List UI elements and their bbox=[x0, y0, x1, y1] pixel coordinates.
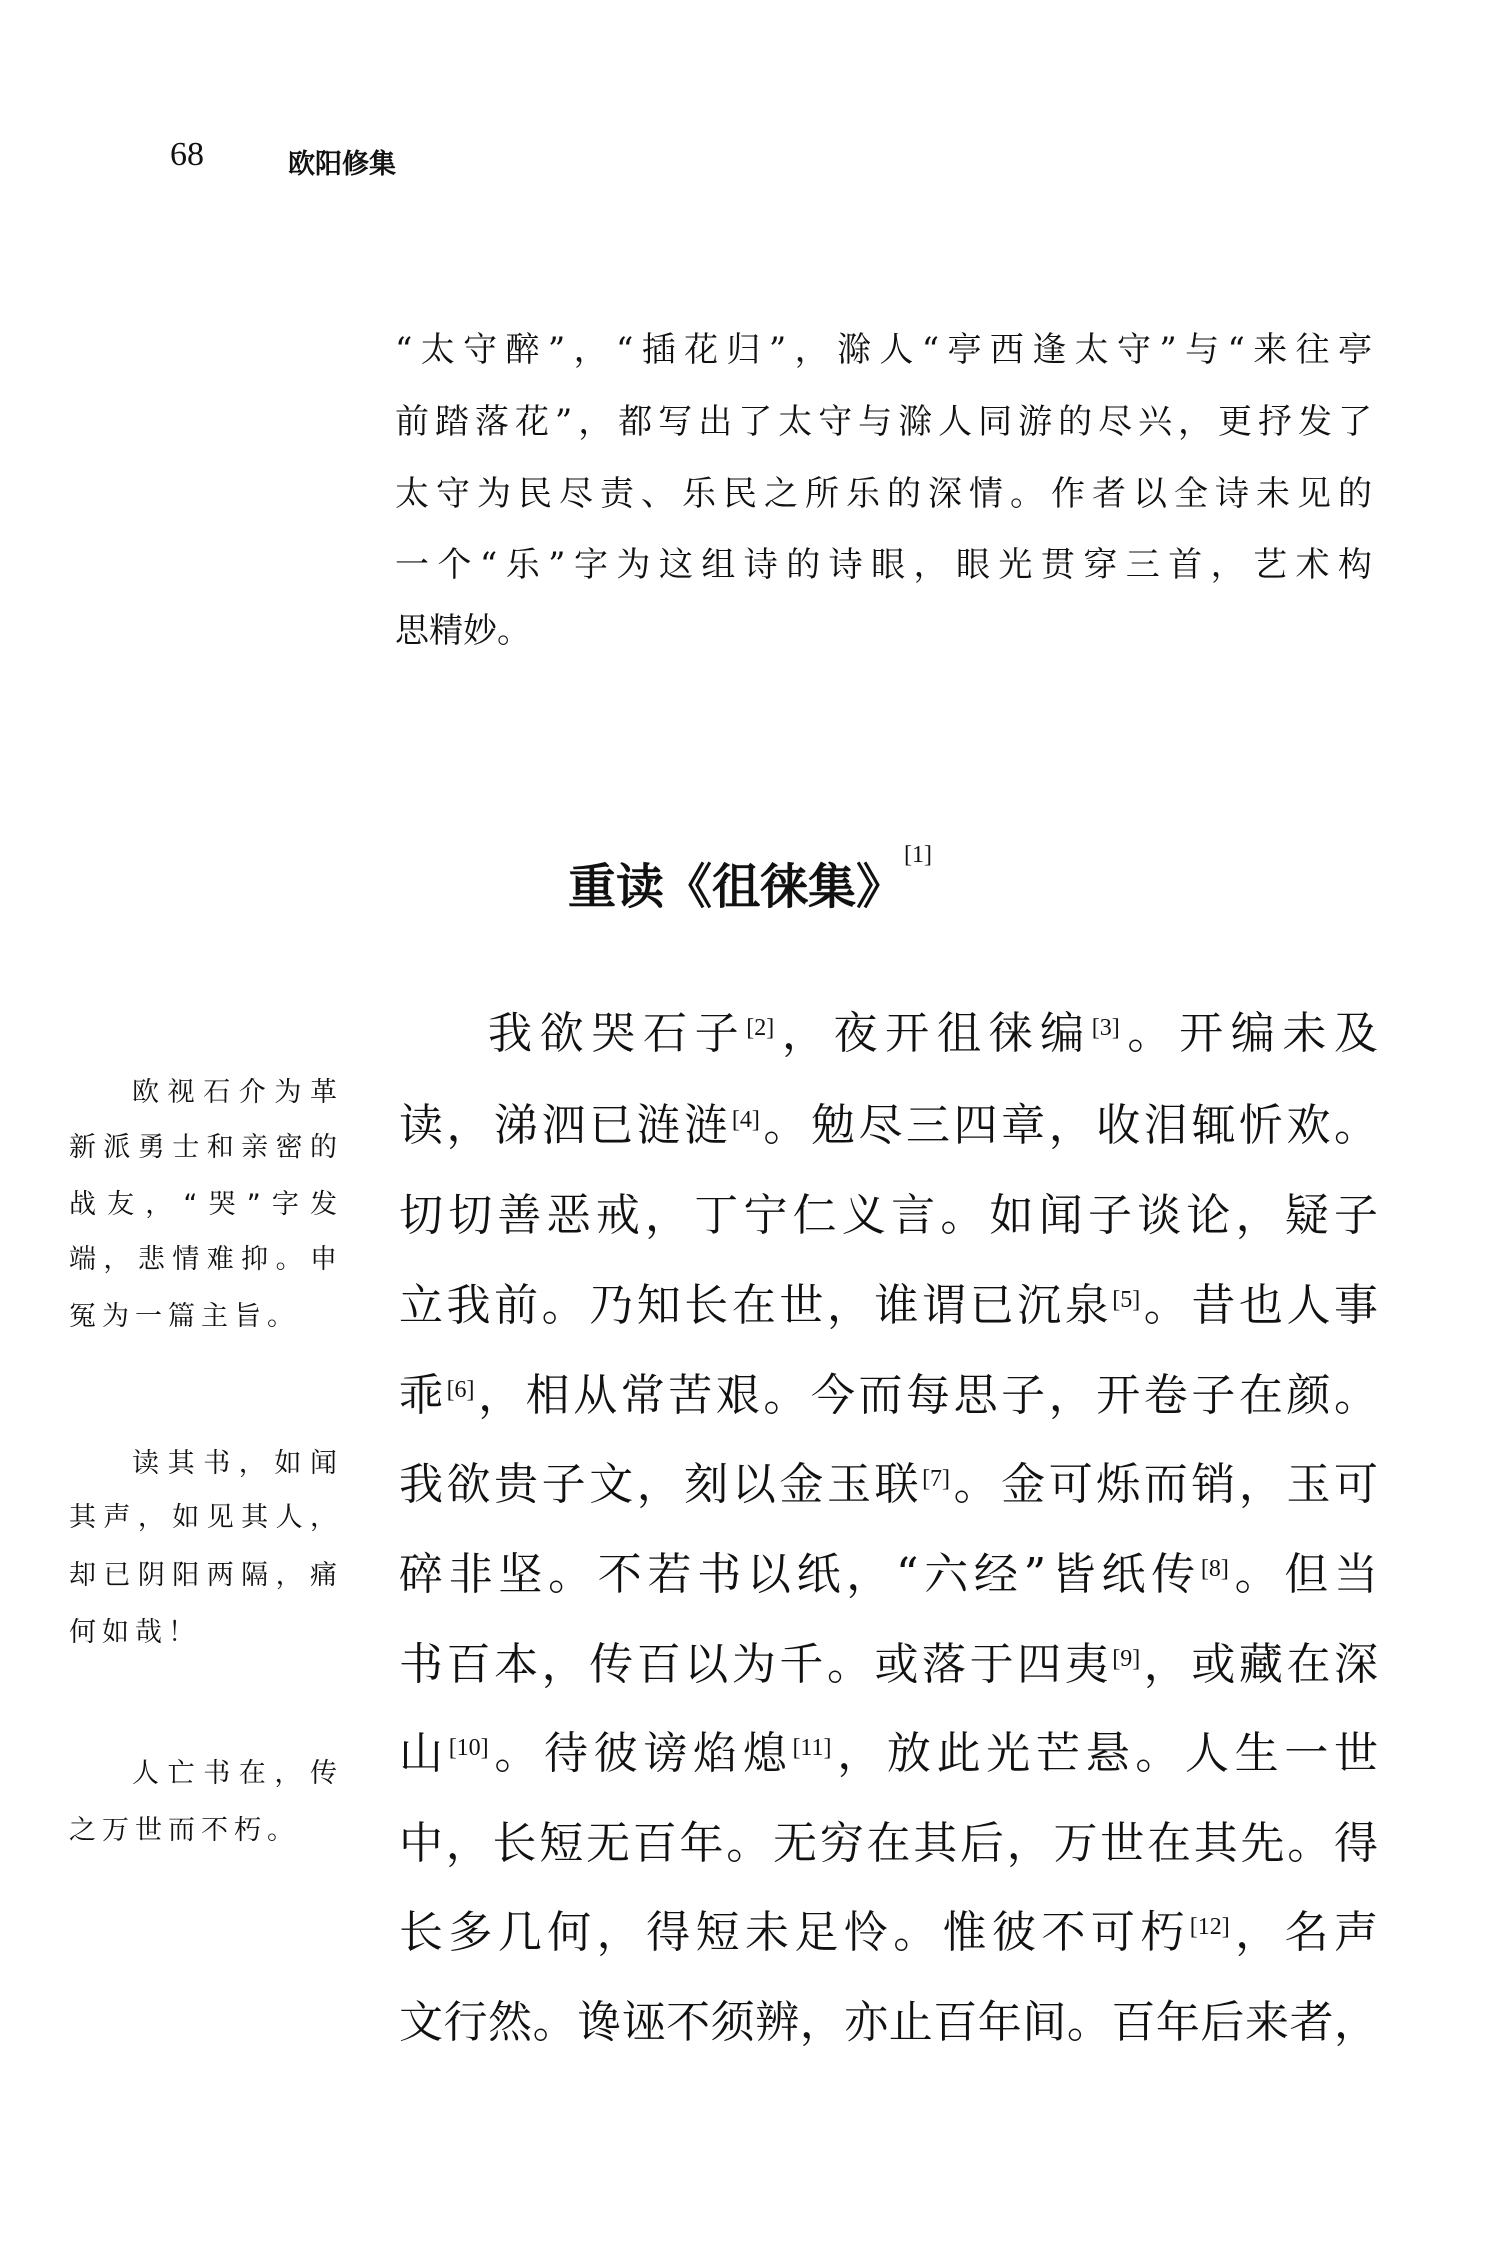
poem-line bbox=[399, 1639, 1378, 1691]
margin-note-line: 新派勇士和亲密的 bbox=[69, 1132, 337, 1163]
poem-text: 。金可烁而销，玉可 bbox=[950, 1459, 1379, 1510]
poem-text: ，相从常苦艰。今而每思子，开卷子在颜。 bbox=[474, 1370, 1379, 1421]
poem-text: 读，涕泗已涟涟 bbox=[399, 1100, 732, 1151]
poem-text: 立我前。乃知长在世，谁谓已沉泉 bbox=[399, 1280, 1113, 1331]
page-number: 68 bbox=[170, 136, 204, 173]
margin-note-line: 欧视石介为革 bbox=[132, 1077, 337, 1108]
poem-title-text: 重读《徂徕集》 bbox=[568, 859, 905, 915]
poem-text: 切切善恶戒，丁宁仁义言。如闻子谈论，疑子 bbox=[399, 1190, 1378, 1241]
margin-note-line: 战友，“哭”字发 bbox=[69, 1189, 337, 1220]
poem-line bbox=[399, 1459, 1378, 1511]
poem-line bbox=[399, 1549, 1378, 1601]
poem-text: 我欲哭石子 bbox=[488, 1008, 747, 1059]
footnote-ref: [4] bbox=[731, 1107, 760, 1133]
poem-text: 长多几何，得短未足怜。惟彼不可朽 bbox=[399, 1907, 1190, 1958]
footnote-ref: [5] bbox=[1112, 1287, 1141, 1313]
poem-line bbox=[399, 1728, 1378, 1780]
poem-line bbox=[399, 1818, 1378, 1870]
footnote-ref: [6] bbox=[446, 1377, 475, 1403]
poem-text: 我欲贵子文，刻以金玉联 bbox=[399, 1459, 923, 1510]
margin-note-line: 却已阴阳两隔，痛 bbox=[69, 1560, 337, 1591]
poem-line bbox=[399, 1280, 1378, 1332]
poem-text: 文行然。谗诬不须辨，亦止百年间。百年后来者， bbox=[399, 1997, 1378, 2048]
footnote-ref: [11] bbox=[792, 1735, 832, 1761]
commentary-line: 思精妙。 bbox=[395, 611, 531, 651]
poem-text: 。待彼谤焰熄 bbox=[488, 1728, 793, 1779]
poem-text: ，名声 bbox=[1229, 1907, 1378, 1958]
commentary-line: 太守为民尽责、乐民之所乐的深情。作者以全诗未见的 bbox=[395, 474, 1372, 514]
poem-text: 中，长短无百年。无穷在其后，万世在其先。得 bbox=[399, 1818, 1378, 1869]
footnote-ref: [12] bbox=[1189, 1914, 1230, 1940]
commentary-line: 一个“乐”字为这组诗的诗眼，眼光贯穿三首，艺术构 bbox=[395, 545, 1372, 585]
footnote-ref: [8] bbox=[1200, 1556, 1229, 1582]
margin-note-line: 冤为一篇主旨。 bbox=[69, 1301, 300, 1332]
margin-note-line: 读其书，如闻 bbox=[132, 1448, 337, 1479]
poem-text: 。勉尽三四章，收泪辄忻欢。 bbox=[759, 1100, 1379, 1151]
poem-line bbox=[399, 1190, 1378, 1242]
poem-text: 乖 bbox=[399, 1370, 447, 1421]
poem-text: 山 bbox=[399, 1728, 449, 1779]
margin-note-line: 其声，如见其人， bbox=[69, 1502, 337, 1533]
poem-line bbox=[399, 1370, 1378, 1422]
poem-text: ，或藏在深 bbox=[1140, 1639, 1379, 1690]
margin-note-line: 何如哉！ bbox=[69, 1617, 201, 1648]
footnote-ref: [1] bbox=[904, 842, 932, 868]
poem-text: ，放此光芒悬。人生一世 bbox=[831, 1728, 1379, 1779]
poem-text: 。昔也人事 bbox=[1140, 1280, 1379, 1331]
footnote-ref: [9] bbox=[1112, 1646, 1141, 1672]
poem-text: 碎非坚。不若书以纸，“六经”皆纸传 bbox=[399, 1549, 1201, 1600]
footnote-ref: [3] bbox=[1091, 1015, 1120, 1041]
commentary-line: “太守醉”，“插花归”，滁人“亭西逢太守”与“来往亭 bbox=[395, 330, 1372, 370]
footnote-ref: [10] bbox=[448, 1735, 489, 1761]
poem-line bbox=[399, 1100, 1378, 1152]
commentary-line: 前踏落花”，都写出了太守与滁人同游的尽兴，更抒发了 bbox=[395, 402, 1372, 442]
poem-line bbox=[399, 1997, 1378, 2049]
poem-line bbox=[488, 1008, 1378, 1060]
poem-line bbox=[399, 1907, 1378, 1959]
poem-text: 书百本，传百以为千。或落于四夷 bbox=[399, 1639, 1113, 1690]
poem-text: 。开编未及 bbox=[1119, 1008, 1379, 1059]
margin-note-line: 人亡书在，传 bbox=[132, 1758, 337, 1789]
poem-text: 。但当 bbox=[1228, 1549, 1378, 1600]
margin-note-line: 端，悲情难抑。申 bbox=[69, 1244, 337, 1275]
running-header-book-title: 欧阳修集 bbox=[288, 149, 396, 180]
footnote-ref: [2] bbox=[746, 1015, 775, 1041]
margin-note-line: 之万世而不朽。 bbox=[69, 1815, 300, 1846]
poem-text: ，夜开徂徕编 bbox=[774, 1008, 1092, 1059]
poem-title bbox=[0, 842, 1500, 917]
footnote-ref: [7] bbox=[922, 1466, 951, 1492]
